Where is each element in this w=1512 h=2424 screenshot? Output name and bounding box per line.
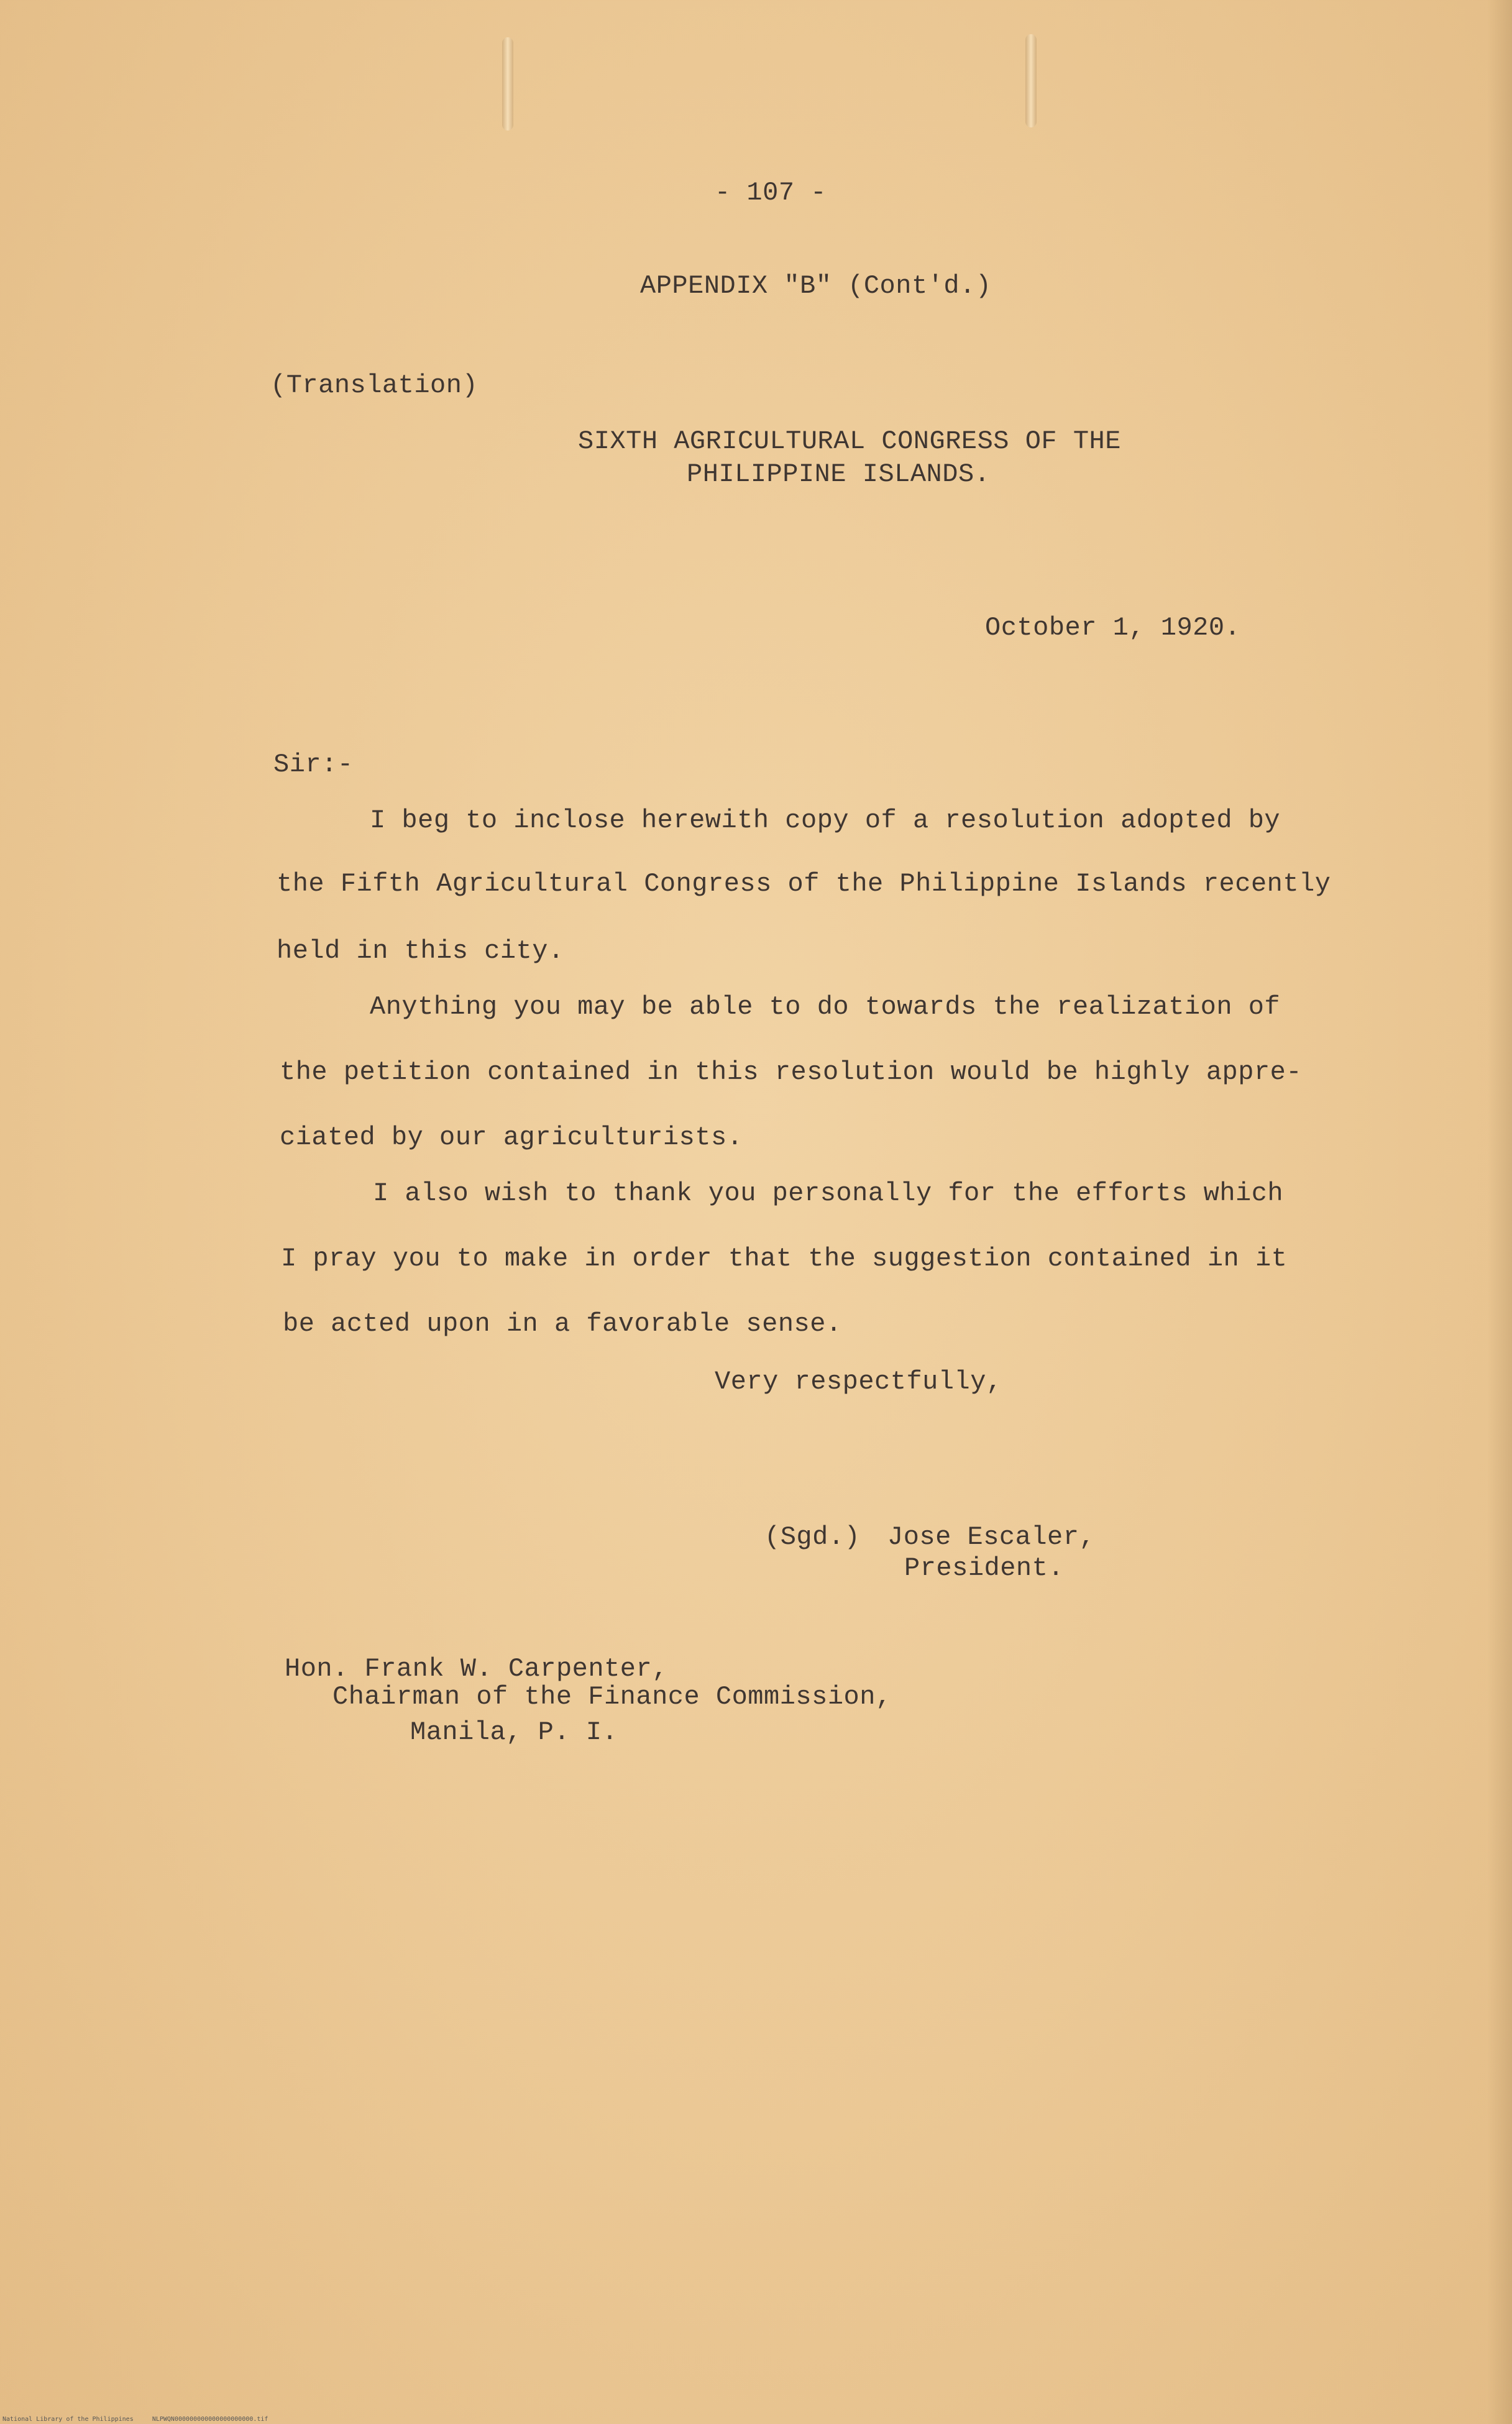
salutation: Sir:- [273, 750, 354, 779]
paragraph-2-line-3: ciated by our agriculturists. [280, 1122, 743, 1152]
org-name-line-1: SIXTH AGRICULTURAL CONGRESS OF THE [578, 426, 1121, 456]
addressee-line-2: Chairman of the Finance Commission, [332, 1682, 892, 1712]
paragraph-2-line-2: the petition contained in this resolution would be highly appre- [280, 1057, 1303, 1087]
appendix-title: APPENDIX "B" (Cont'd.) [640, 271, 992, 301]
paragraph-3-line-3: be acted upon in a favorable sense. [283, 1309, 842, 1339]
paragraph-3-line-1: I also wish to thank you personally for the efforts which [373, 1178, 1284, 1208]
letter-date: October 1, 1920. [985, 613, 1241, 643]
addressee-line-1: Hon. Frank W. Carpenter, [285, 1654, 668, 1684]
paragraph-1-line-3: held in this city. [277, 936, 564, 966]
paragraph-1-line-2: the Fifth Agricultural Congress of the Philippine Islands recently [277, 869, 1331, 899]
closing: Very respectfully, [715, 1367, 1002, 1397]
paragraph-2-line-1: Anything you may be able to do towards the realization of [370, 992, 1281, 1022]
binding-hole-left [502, 37, 513, 131]
signature-sgd: (Sgd.) [764, 1522, 861, 1552]
org-name-line-2: PHILIPPINE ISLANDS. [687, 459, 991, 489]
translation-label: (Translation) [270, 370, 479, 400]
paragraph-1-line-1: I beg to inclose herewith copy of a resolution adopted by [370, 806, 1281, 835]
page-number: - 107 - [715, 178, 827, 208]
paragraph-3-line-2: I pray you to make in order that the suggestion contained in it [281, 1244, 1288, 1274]
signature-name: Jose Escaler, [887, 1522, 1096, 1552]
addressee-line-3: Manila, P. I. [410, 1717, 618, 1747]
signature-title: President. [904, 1553, 1065, 1583]
page-edge-shadow [1487, 0, 1512, 2424]
archive-footer: National Library of the Philippines NLPWQN000000000000000000000.tif [2, 2416, 268, 2423]
binding-hole-right [1025, 34, 1037, 127]
